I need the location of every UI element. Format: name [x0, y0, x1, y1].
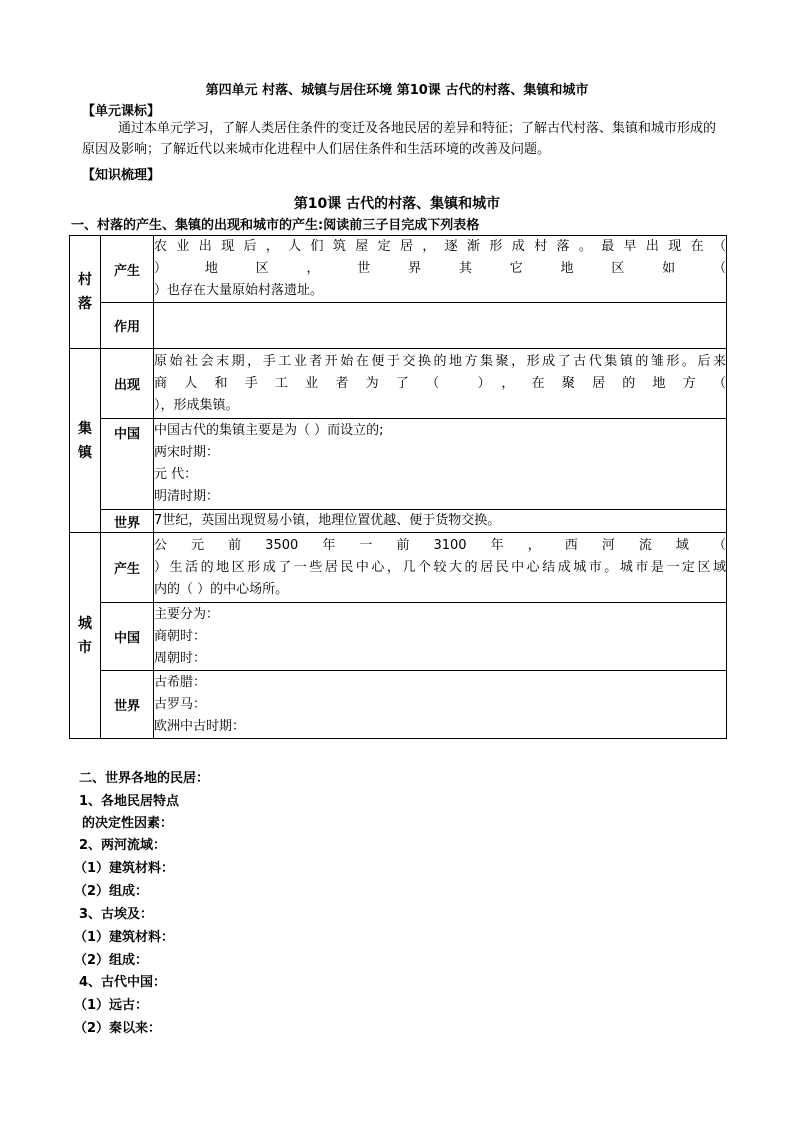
- list-item: （2）组成：: [74, 884, 149, 899]
- table-row-town-appear: [70, 349, 727, 419]
- table-row-city-china: [70, 603, 727, 671]
- town-world-content: 7世纪，英国出现贸易小镇，地理位置优越、便于货物交换。: [154, 510, 727, 533]
- village-role-label: 作用: [101, 303, 154, 349]
- city-world-label: 世界: [101, 671, 154, 739]
- city-world-content: 古希腊： 古罗马： 欧洲中古时期：: [154, 671, 727, 739]
- list-item: 3、古埃及：: [79, 907, 154, 922]
- category-city: 城 市: [70, 533, 101, 739]
- town-appear-content: 原始社会末期，手工业者开始在便于交换的地方集聚，形成了古代集镇的雏形。后来 商人和手工业者为了（ ），在聚居的地方（ ），形成集镇。: [154, 349, 727, 419]
- table-row-town-china: [70, 419, 727, 510]
- category-town: 集 镇: [70, 349, 101, 533]
- list-item: （2）组成：: [74, 953, 149, 968]
- category-village: 村 落: [70, 236, 101, 349]
- town-china-content: 中国古代的集镇主要是为（ ）而设立的; 两宋时期： 元 代： 明清时期：: [154, 419, 727, 510]
- document-title: 第四单元 村落、城镇与居住环境 第10课 古代的村落、集镇和城市: [205, 83, 589, 98]
- village-role-content: [154, 303, 727, 349]
- city-china-content: 主要分为： 商朝时： 周朝时：: [154, 603, 727, 671]
- list-item: 4、古代中国：: [79, 975, 167, 990]
- list-item: （2）秦以来：: [74, 1021, 162, 1036]
- table-row-town-world: [70, 510, 727, 533]
- list-item: （1）建筑材料：: [74, 930, 175, 945]
- knowledge-label: 【知识梳理】: [82, 168, 161, 183]
- table-row-city-world: [70, 671, 727, 739]
- knowledge-table: [69, 235, 727, 739]
- table-row-city-origin: [70, 533, 727, 603]
- unit-standard-text: 通过本单元学习，了解人类居住条件的变迁及各地民居的差异和特征；了解古代村落、集镇和城市形成的原因及影响；了解近代以来城市化进程中人们居住条件和生活环境的改善及问题。: [82, 121, 717, 157]
- table-row-village-origin: [70, 236, 727, 303]
- list-item: （1）建筑材料：: [74, 861, 175, 876]
- village-origin-content: 农业出现后，人们筑屋定居，逐渐形成村落。最早出现在（ ）地区，世界其它地区如（ ）也存在大量原始村落遗址。: [154, 236, 727, 303]
- town-china-label: 中国: [101, 419, 154, 510]
- unit-standard-label: 【单元课标】: [82, 104, 161, 119]
- city-china-label: 中国: [101, 603, 154, 671]
- table-row-village-role: [70, 303, 727, 349]
- list-item: 的决定性因素：: [82, 816, 174, 831]
- list-item: 1、各地民居特点: [79, 794, 180, 809]
- list-item: 2、两河流域：: [79, 838, 167, 853]
- city-origin-content: 公元前3500年一前3100年，西河流域（ ）生活的地区形成了一些居民中心，几个较大的居民中心结成城市。城市是一定区域 内的（ ）的中心场所。: [154, 533, 727, 603]
- list-item: （1）远古：: [74, 998, 149, 1013]
- section1-heading: 一、村落的产生、集镇的出现和城市的产生:阅读前三子目完成下列表格: [71, 218, 480, 233]
- town-appear-label: 出现: [101, 349, 154, 419]
- village-origin-label: 产生: [101, 236, 154, 303]
- lesson-title: 第10课 古代的村落、集镇和城市: [293, 196, 501, 212]
- city-origin-label: 产生: [101, 533, 154, 603]
- town-world-label: 世界: [101, 510, 154, 533]
- section2-heading: 二、世界各地的民居：: [79, 771, 210, 786]
